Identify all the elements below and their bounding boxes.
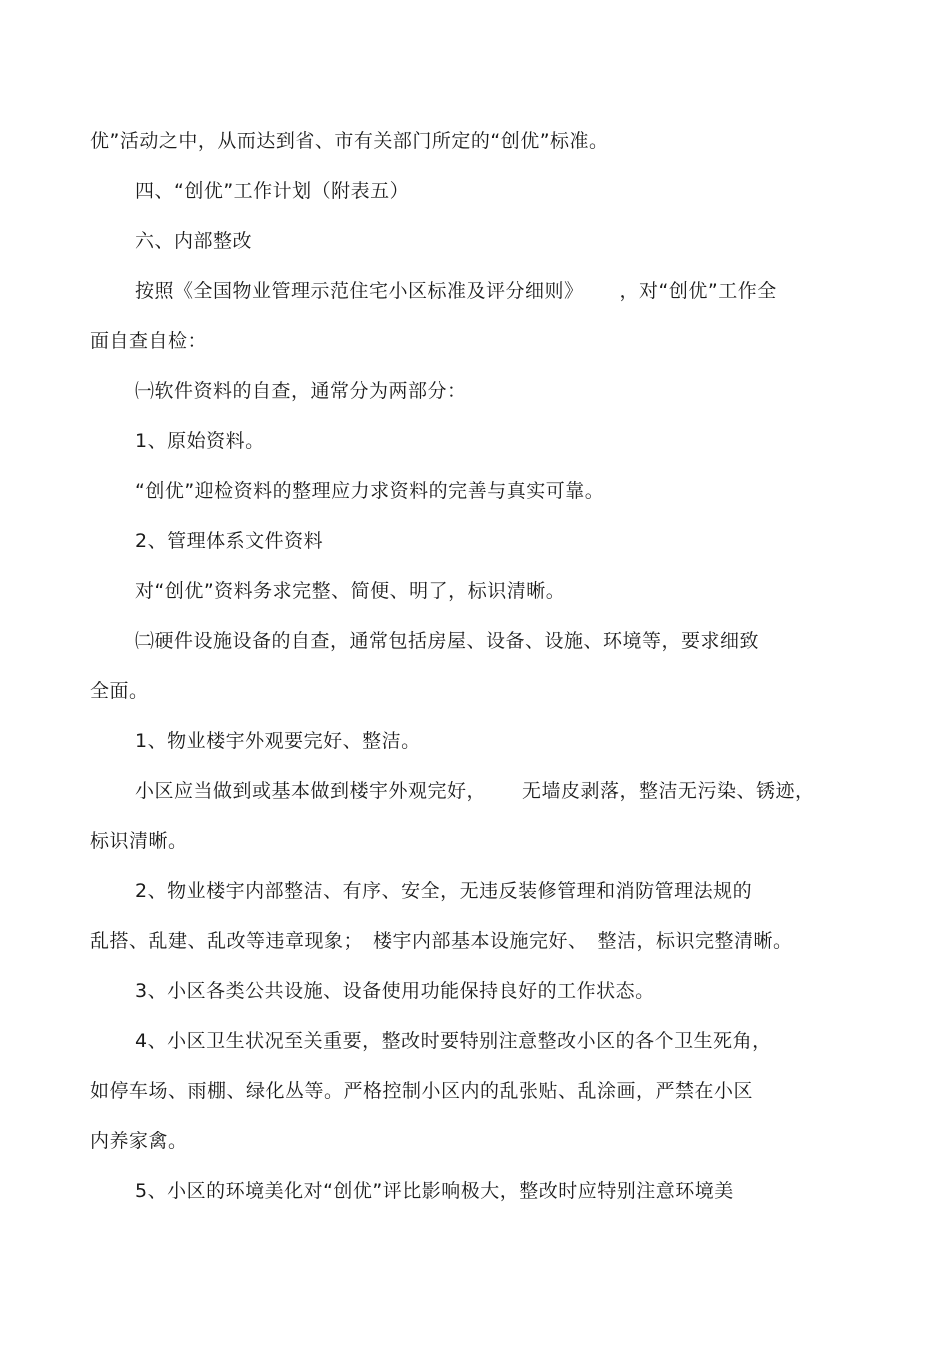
text-line <box>135 778 815 804</box>
text-line: 对“创优”资料务求完整、简便、明了，标识清晰。 <box>135 580 566 602</box>
text-fragment: 按照《全国物业管理示范住宅小区标准及评分细则》 <box>135 280 584 302</box>
subsection-heading: ㈡硬件设施设备的自查，通常包括房屋、设备、设施、环境等，要求细致 <box>135 630 760 652</box>
text-line <box>90 928 793 954</box>
text-fragment: 乱搭、乱建、乱改等违章现象； <box>90 930 364 952</box>
text-fragment: 小区应当做到或基本做到楼宇外观完好， <box>135 780 487 802</box>
list-item: 5、小区的环境美化对“创优”评比影响极大，整改时应特别注意环境美 <box>135 1180 734 1202</box>
subsection-heading: ㈠软件资料的自查，通常分为两部分： <box>135 380 467 402</box>
text-line: 如停车场、雨棚、绿化丛等。严格控制小区内的乱张贴、乱涂画，严禁在小区 <box>90 1080 754 1102</box>
text-line: 面自查自检： <box>90 330 208 352</box>
text-line: 优”活动之中，从而达到省、市有关部门所定的“创优”标准。 <box>90 130 609 152</box>
list-item: 1、原始资料。 <box>135 430 265 452</box>
text-line: “创优”迎检资料的整理应力求资料的完善与真实可靠。 <box>135 480 605 502</box>
list-item: 1、物业楼宇外观要完好、整洁。 <box>135 730 421 752</box>
text-line <box>135 278 777 304</box>
text-line: 内养家禽。 <box>90 1130 188 1152</box>
text-fragment: 楼宇内部基本设施完好、 <box>373 930 588 952</box>
text-fragment: 无墙皮剥落，整洁无污染、锈迹， <box>522 780 815 802</box>
text-fragment: 整洁，标识完整清晰。 <box>597 930 793 952</box>
list-item: 4、小区卫生状况至关重要，整改时要特别注意整改小区的各个卫生死角， <box>135 1030 772 1052</box>
text-line: 标识清晰。 <box>90 830 188 852</box>
list-item: 3、小区各类公共设施、设备使用功能保持良好的工作状态。 <box>135 980 655 1002</box>
text-fragment: ，对“创优”工作全 <box>619 280 777 302</box>
list-item: 2、管理体系文件资料 <box>135 530 324 552</box>
text-line: 全面。 <box>90 680 149 702</box>
list-item: 2、物业楼宇内部整洁、有序、安全，无违反装修管理和消防管理法规的 <box>135 880 753 902</box>
section-heading: 四、“创优”工作计划（附表五） <box>135 180 410 202</box>
section-heading: 六、内部整改 <box>135 230 253 252</box>
